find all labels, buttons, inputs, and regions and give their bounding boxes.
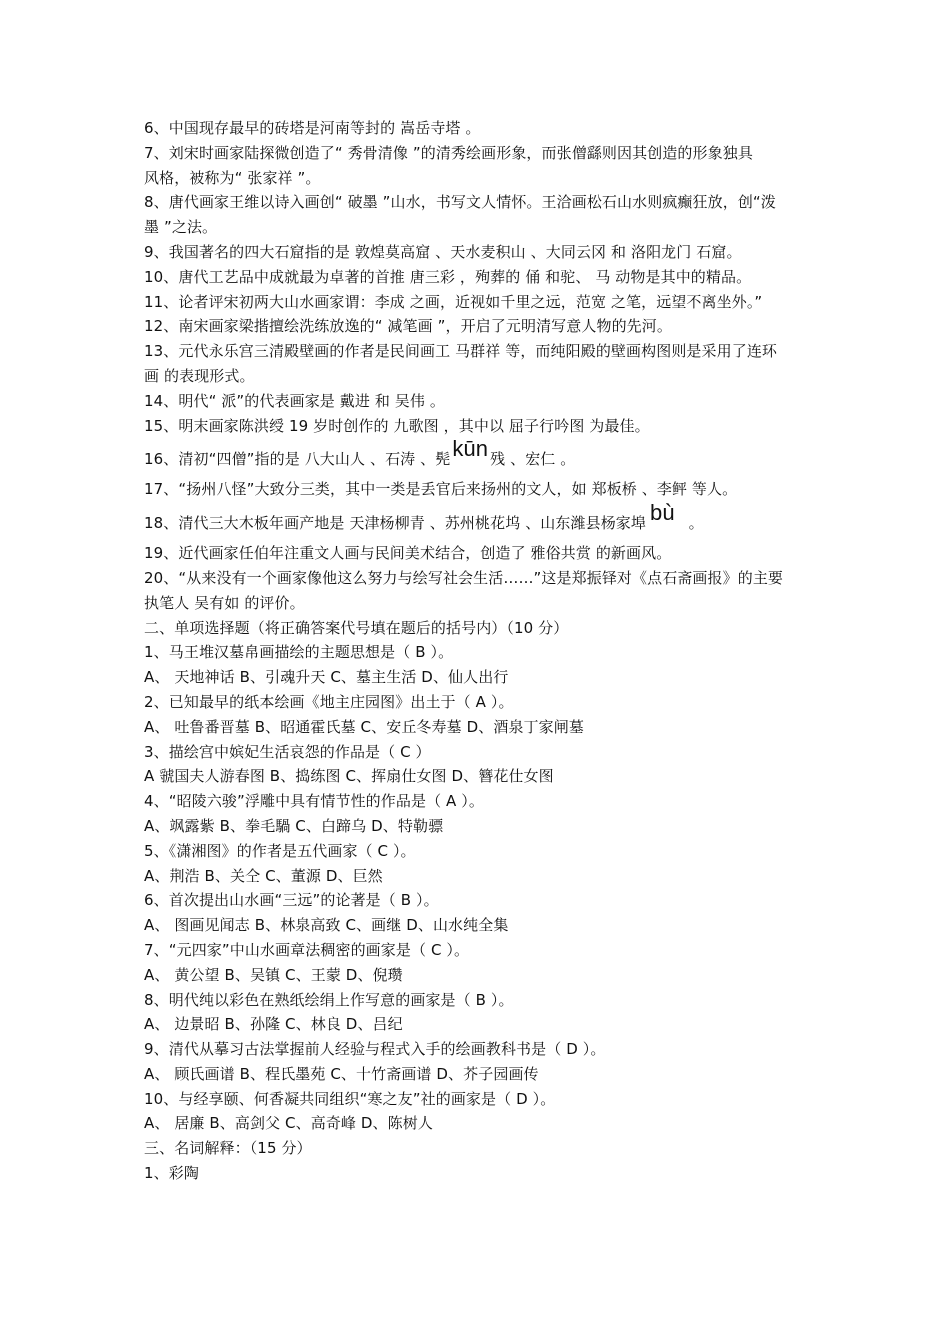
- text-line: 三、名词解释：（15 分）: [144, 1139, 312, 1158]
- text-line: 1、马王堆汉墓帛画描绘的主题思想是（ B ）。: [144, 643, 454, 662]
- text-line-17: 17、“扬州八怪”大致分三类，其中一类是丢官后来扬州的文人，如 郑板桥 、李鲆 等人。: [144, 480, 738, 499]
- text-line: A、飒露紫 B、拳毛騧 C、白蹄乌 D、特勒骠: [144, 816, 444, 835]
- text-line: A、 边景昭 B、孙隆 C、林良 D、吕纪: [144, 1015, 403, 1034]
- text-line: 12、南宋画家梁揩擅绘洗练放逸的“ 减笔画 ”，开启了元明清写意人物的先河。: [144, 317, 672, 336]
- text-line: A、 天地神话 B、引魂升天 C、墓主生活 D、仙人出行: [144, 668, 509, 687]
- pinyin-annotation: bù: [650, 500, 675, 526]
- text-line: A、 吐鲁番晋墓 B、昭通霍氏墓 C、安丘冬寿墓 D、酒泉丁家闸墓: [144, 717, 584, 736]
- text-line: 执笔人 吴有如 的评价。: [144, 593, 305, 612]
- text-line: 墨 ”之法。: [144, 218, 218, 237]
- text-line: 6、首次提出山水画“三远”的论著是（ B ）。: [144, 891, 439, 910]
- text-line: 14、明代“ 派”的代表画家是 戴进 和 吴伟 。: [144, 391, 445, 410]
- text-line-16: 16、清初“四僧”指的是 八大山人 、石涛 、髡kūn 残 、宏仁 。: [144, 436, 576, 469]
- text-line-18: 18、清代三大木板年画产地是 天津杨柳青 、苏州桃花坞 、山东潍县杨家埠 bù 。: [144, 500, 704, 533]
- text-line: 19、近代画家任伯年注重文人画与民间美术结合，创造了 雅俗共赏 的新画风。: [144, 544, 672, 563]
- text-line: A、 顾氏画谱 B、程氏墨苑 C、十竹斋画谱 D、芥子园画传: [144, 1064, 539, 1083]
- text-line: 7、刘宋时画家陆探微创造了“ 秀骨清像 ”的清秀绘画形象，而张僧繇则因其创造的形象独具: [144, 143, 753, 162]
- text-line: 风格，被称为“ 张家祥 ”。: [144, 168, 321, 187]
- text-line: 13、元代永乐宫三清殿壁画的作者是民间画工 马群祥 等，而纯阳殿的壁画构图则是采用了连环: [144, 342, 778, 361]
- text-line: 10、唐代工艺品中成就最为卓著的首推 唐三彩 ，殉葬的 俑 和驼、 马 动物是其中的精品。: [144, 267, 752, 286]
- text-line: 2、已知最早的纸本绘画《地主庄园图》出土于（ A ）。: [144, 692, 514, 711]
- text-line: 9、清代从摹习古法掌握前人经验与程式入手的绘画教科书是（ D ）。: [144, 1040, 606, 1059]
- text-line: A、 黄公望 B、吴镇 C、王蒙 D、倪瓒: [144, 965, 403, 984]
- text-line: 8、唐代画家王维以诗入画创“ 破墨 ”山水，书写文人情怀。王洽画松石山水则疯癫狂放，创“泼: [144, 193, 776, 212]
- text-line: 3、描绘宫中嫔妃生活哀怨的作品是（ C ）: [144, 742, 431, 761]
- text-line: 8、明代纯以彩色在熟纸绘绢上作写意的画家是（ B ）。: [144, 990, 514, 1009]
- text-line: 5、《潇湘图》的作者是五代画家（ C ）。: [144, 841, 416, 860]
- text-line: A、 居廉 B、高剑父 C、高奇峰 D、陈树人: [144, 1114, 433, 1133]
- text-line: 20、“从来没有一个画家像他这么努力与绘写社会生活……”这是郑振铎对《点石斋画报》的主要: [144, 568, 784, 587]
- pinyin-annotation: kūn: [452, 436, 489, 462]
- text-line: 15、明末画家陈洪绶 19 岁时创作的 九歌图 ，其中以 屈子行吟图 为最佳。: [144, 416, 650, 435]
- text-line: 9、我国著名的四大石窟指的是 敦煌莫高窟 、天水麦积山 、大同云冈 和 洛阳龙门 石窟。: [144, 242, 742, 261]
- text-line: A、荆浩 B、关仝 C、董源 D、巨然: [144, 866, 383, 885]
- text-line: 1、彩陶: [144, 1164, 199, 1183]
- text-line: 7、“元四家”中山水画章法稠密的画家是（ C ）。: [144, 940, 470, 959]
- text-line: A、 图画见闻志 B、林泉高致 C、画继 D、山水纯全集: [144, 916, 509, 935]
- text-line: 4、“昭陵六骏”浮雕中具有情节性的作品是（ A ）。: [144, 792, 484, 811]
- text-line: 11、论者评宋初两大山水画家谓：李成 之画，近视如千里之远，范宽 之笔，远望不离坐外。”: [144, 292, 763, 311]
- text-line: 6、中国现存最早的砖塔是河南等封的 嵩岳寺塔 。: [144, 119, 481, 137]
- text-line: 10、与经享颐、何香凝共同组织“寒之友”社的画家是（ D ）。: [144, 1089, 556, 1108]
- text-line: 画 的表现形式。: [144, 366, 255, 385]
- text-line: A 虢国夫人游春图 B、捣练图 C、挥扇仕女图 D、簪花仕女图: [144, 767, 554, 786]
- document-body: [144, 116, 856, 1186]
- text-line: 二、单项选择题（将正确答案代号填在题后的括号内）（10 分）: [144, 618, 569, 637]
